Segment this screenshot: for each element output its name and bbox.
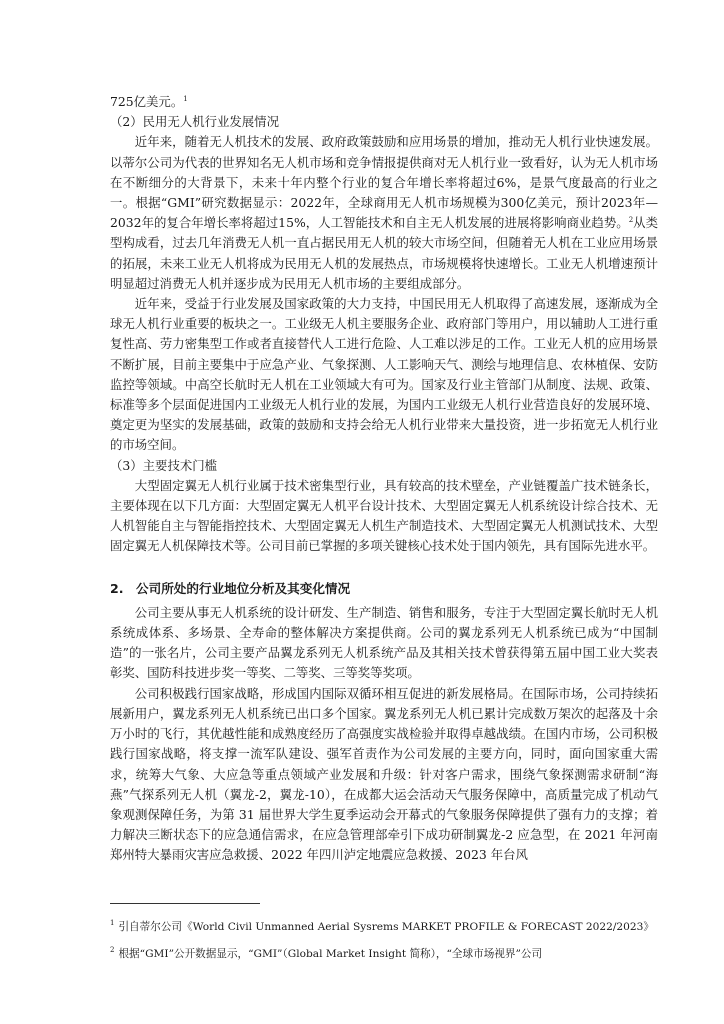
document-body [110, 92, 658, 866]
footnotes [110, 912, 658, 974]
footnote-text: 根据“GMI”公开数据显示，“GMI”（Global Market Insight 简称），“全球市场视界”公司 [118, 948, 543, 960]
footnote-ref-2[interactable]: 2 [628, 216, 634, 225]
paragraph-position-1: 公司主要从事无人机系统的设计研发、生产制造、销售和服务，专注于大型固定翼长航时无人机系统成体系、多场景、全寿命的整体解决方案提供商。公司的翼龙系列无人机系统已成为“中国制造”的一张名片，公司主要产品翼龙系列无人机系统产品及其相关技术曾获得第五届中国工业大奖表彰奖、国防科技进步奖一等奖、二等奖、三等奖等奖项。 [110, 604, 658, 681]
paragraph-civil-drone-1: 近年来，随着无人机技术的发展、政府政策鼓励和应用场景的增加，推动无人机行业快速发展。以蒂尔公司为代表的世界知名无人机市场和竞争情报提供商对无人机行业一致看好，认为无人机市场在不断细分的大背景下，未来十年内整个行业的复合年增长率将超过6%，是景气度最高的行业之一。根据“GMI”研究数据显示：2022年，全球商用无人机市场规模为300亿美元，预计2023年—2032年的复合年增长率将超过15%，人工智能技术和自主无人机发展的进展将影响商业趋势。$^2$从类型构成看，过去几年消费无人机一直占据民用无人机的较大市场空间，但随着无人机在工业应用场景的拓展，未来工业无人机将成为民用无人机的发展热点，市场规模将快速增长。工业无人机增速预计明显超过消费无人机并逐步成为民用无人机市场的主要组成部分。 [110, 134, 658, 291]
section-title-tech-threshold: （3）主要技术门槛 [110, 457, 218, 473]
section-heading-industry-position [110, 579, 658, 599]
footnote-2 [110, 947, 658, 962]
paragraph-tech-threshold: 大型固定翼无人机行业属于技术密集型行业，具有较高的技术壁垒，产业链覆盖广技术链条长，主要体现在以下几方面：大型固定翼无人机平台设计技术、大型固定翼无人机系统设计综合技术、无人机智能自主与智能指控技术、大型固定翼无人机生产制造技术、大型固定翼无人机测试技术、大型固定翼无人机保障技术等。公司目前已掌握的多项关键核心技术处于国内领先，具有国际先进水平。 [110, 477, 658, 554]
heading-title: 公司所处的行业地位分析及其变化情况 [136, 580, 351, 596]
footnote-divider [110, 903, 260, 904]
footnote-ref-1[interactable]: 1 [183, 94, 188, 103]
intro-tail: 725亿美元。$^1$ [110, 94, 188, 109]
footnote-text: 引自蒂尔公司《World Civil Unmanned Aerial Sysrems MARKET PROFILE & FORECAST 2022/2023》 [118, 921, 654, 933]
paragraph-position-2: 公司积极践行国家战略，形成国内国际双循环相互促进的新发展格局。在国际市场，公司持续拓展新用户，翼龙系列无人机系统已出口多个国家。翼龙系列无人机已累计完成数万架次的起落及十余万小时的飞行，其优越性能和成熟度经历了高强度实战检验并取得卓越战绩。在国内市场，公司积极践行国家战略，将支撑一流军队建设、强军首责作为公司发展的主要方向，同时，面向国家重大需求，统筹大气象、大应急等重点领域产业发展和升级：针对客户需求，围绕气象探测需求研制“海燕”气探系列无人机（翼龙-2，翼龙-10），在成都大运会活动天气服务保障中，高质量完成了机动气象观测保障任务，为第 31 届世界大学生夏季运动会开幕式的气象服务保障提供了强有力的支撑；着力解决三断状态下的应急通信需求，在应急管理部牵引下成功研制翼龙-2 应急型，在 2021 年河南郑州特大暴雨灾害应急救援、2022 年四川泸定地震应急救援、2023 年台风 [110, 685, 658, 863]
section-title-civil-drone: （2）民用无人机行业发展情况 [110, 114, 279, 130]
heading-number: 2. [110, 580, 124, 596]
footnote-mark: 2 [110, 946, 115, 955]
paragraph-civil-drone-2: 近年来，受益于行业发展及国家政策的大力支持，中国民用无人机取得了高速发展，逐渐成为全球无人机行业重要的板块之一。工业级无人机主要服务企业、政府部门等用户，用以辅助人工进行重复性高、劳力密集型工作或者直接替代人工进行危险、人工难以涉足的工作。工业无人机的应用场景不断扩展，目前主要集中于应急产业、气象探测、人工影响天气、测绘与地理信息、农林植保、安防监控等领域。中高空长航时无人机在工业领域大有可为。国家及行业主管部门从制度、法规、政策、标准等多个层面促进国内工业级无人机行业的发展，为国内工业级无人机行业营造良好的发展环境、奠定更为坚实的发展基础，政策的鼓励和支持会给无人机行业带来大量投资，进一步拓宽无人机行业的市场空间。 [110, 296, 658, 453]
footnote-mark: 1 [110, 919, 115, 928]
footnote-1 [110, 920, 658, 935]
